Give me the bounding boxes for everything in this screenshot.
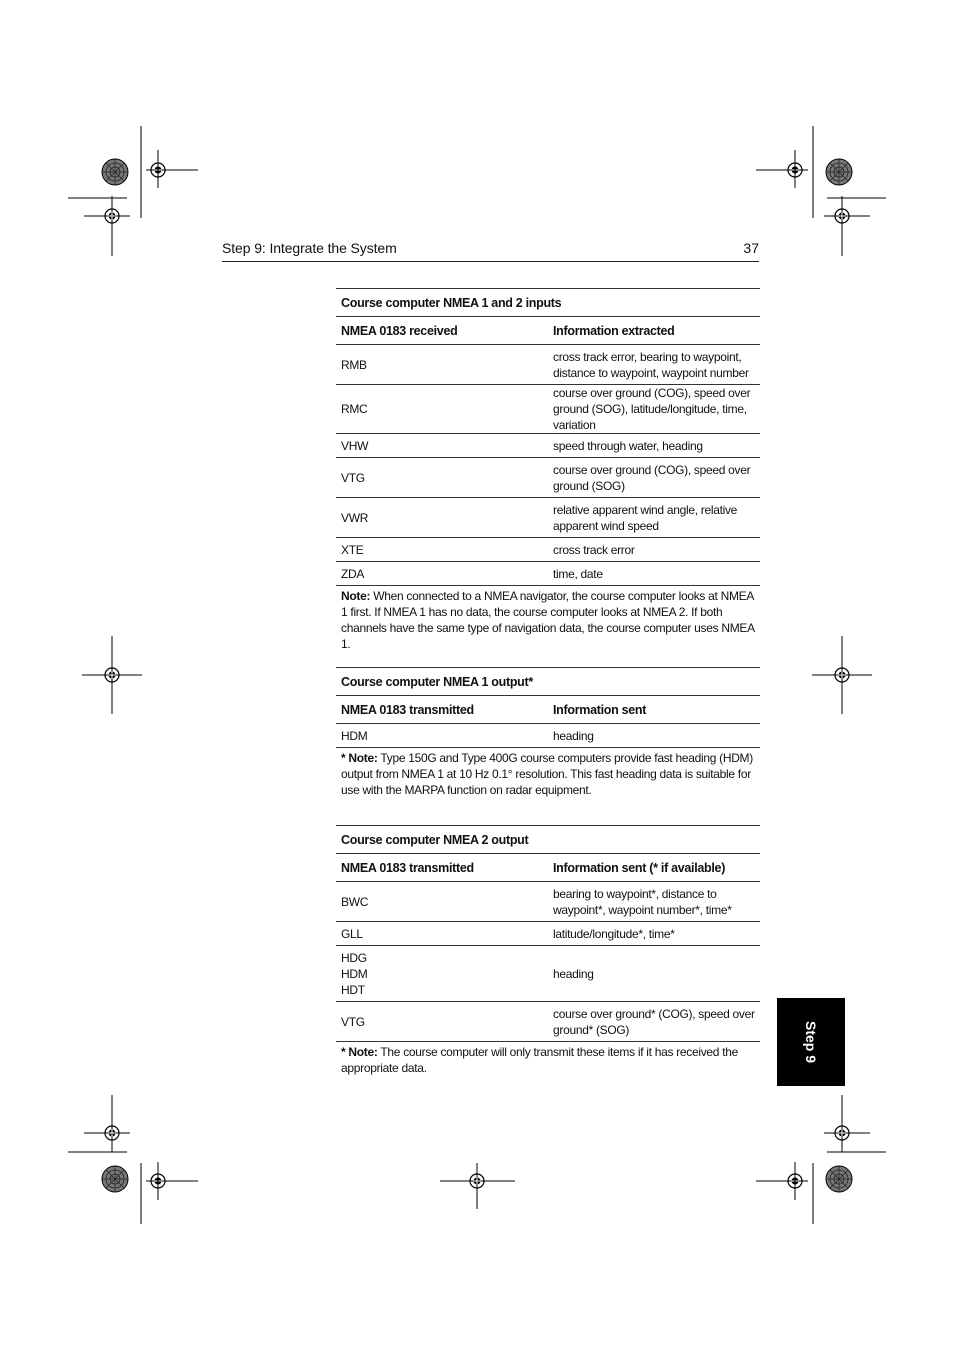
table-title-row [336,826,760,854]
sentence-info: relative apparent wind angle, relative apparent wind speed [553,502,738,533]
registration-star-icon [102,1166,128,1192]
registration-star-icon [102,159,128,185]
sentence-code: RMB [341,357,367,372]
sentence-code: HDT [341,982,365,997]
table-row [336,538,760,562]
sentence-info: cross track error [553,542,635,557]
table-note [336,748,760,799]
sentence-code: VWR [341,510,369,525]
chapter-tab-label: Step 9 [803,1020,819,1064]
nmea-inputs-table [336,288,760,652]
sentence-info: course over ground (COG), speed over ground (SOG) [553,462,751,493]
table-note-row [336,1042,760,1077]
table-row [336,498,760,538]
table-title-row [336,289,760,317]
table-title-row [336,668,760,696]
table-header-row [336,854,760,882]
table-row [336,946,760,1002]
sentence-code: VTG [341,1014,365,1029]
sentence-code: RMC [341,402,368,416]
table-header-row [336,696,760,724]
column-header: NMEA 0183 transmitted [341,702,474,717]
table-row [336,458,760,498]
table-row [336,882,760,922]
sentence-code: BWC [341,894,369,909]
sentence-info: latitude/longitude*, time* [553,926,675,941]
running-header [222,239,759,262]
table-row [336,385,760,434]
table-row [336,434,760,458]
sentence-code: VHW [341,438,369,453]
table-row [336,724,760,748]
table-title: Course computer NMEA 1 output* [341,674,533,689]
table-note-row [336,586,760,653]
sentence-code: HDM [341,728,368,743]
note-label: * Note: [341,751,378,765]
table-title: Course computer NMEA 1 and 2 inputs [341,295,562,310]
sentence-info: heading [553,966,594,981]
note-text: The course computer will only transmit these items if it has received the appropriate data. [341,1045,738,1075]
sentence-info: heading [553,728,594,743]
table-note [336,1042,760,1077]
note-text: Type 150G and Type 400G course computers provide fast heading (HDM) output from NMEA 1 at 10 Hz 0.1° resolution. This fast heading data is suitable for use with the MARPA function on radar equipment. [341,751,753,797]
note-text: When connected to a NMEA navigator, the course computer looks at NMEA 1 first. If NMEA 1 has no data, the course computer looks at NMEA 2. If both channels have the same type of navigation data, the course computer uses NMEA 1. [341,589,755,651]
note-label: Note: [341,589,371,603]
table-header-row [336,317,760,345]
sentence-info: bearing to waypoint*, distance to waypoint*, waypoint number*, time* [553,886,732,917]
table-row [336,922,760,946]
nmea1-output-table [336,667,760,798]
sentence-code: HDM [341,966,368,981]
table-note-row [336,748,760,799]
nmea2-output-table [336,825,760,1076]
sentence-info: course over ground (COG), speed over ground (SOG), latitude/longitude, time, variation [553,386,751,432]
table-row [336,562,760,586]
registration-star-icon [826,1166,852,1192]
column-header: NMEA 0183 received [341,323,458,338]
sentence-code: XTE [341,542,364,557]
sentence-info: cross track error, bearing to waypoint, distance to waypoint, waypoint number [553,349,749,380]
table-title: Course computer NMEA 2 output [341,832,529,847]
column-header: Information sent [553,702,647,717]
note-label: * Note: [341,1045,378,1059]
sentence-info: course over ground* (COG), speed over ground* (SOG) [553,1006,755,1037]
column-header: Information sent (* if available) [553,860,726,875]
sentence-info: time, date [553,566,603,581]
sentence-info: speed through water, heading [553,438,703,453]
sentence-code: GLL [341,926,363,941]
chapter-tab [777,998,845,1086]
column-header: Information extracted [553,323,675,338]
page-number: 37 [743,240,759,256]
sentence-code: HDG [341,950,367,965]
sentence-code-group [336,946,548,1002]
header-title: Step 9: Integrate the System [222,240,397,256]
sentence-code: ZDA [341,566,365,581]
table-row [336,345,760,385]
table-note [336,586,760,653]
column-header: NMEA 0183 transmitted [341,860,474,875]
registration-star-icon [826,159,852,185]
table-row [336,1002,760,1042]
sentence-code: VTG [341,470,365,485]
